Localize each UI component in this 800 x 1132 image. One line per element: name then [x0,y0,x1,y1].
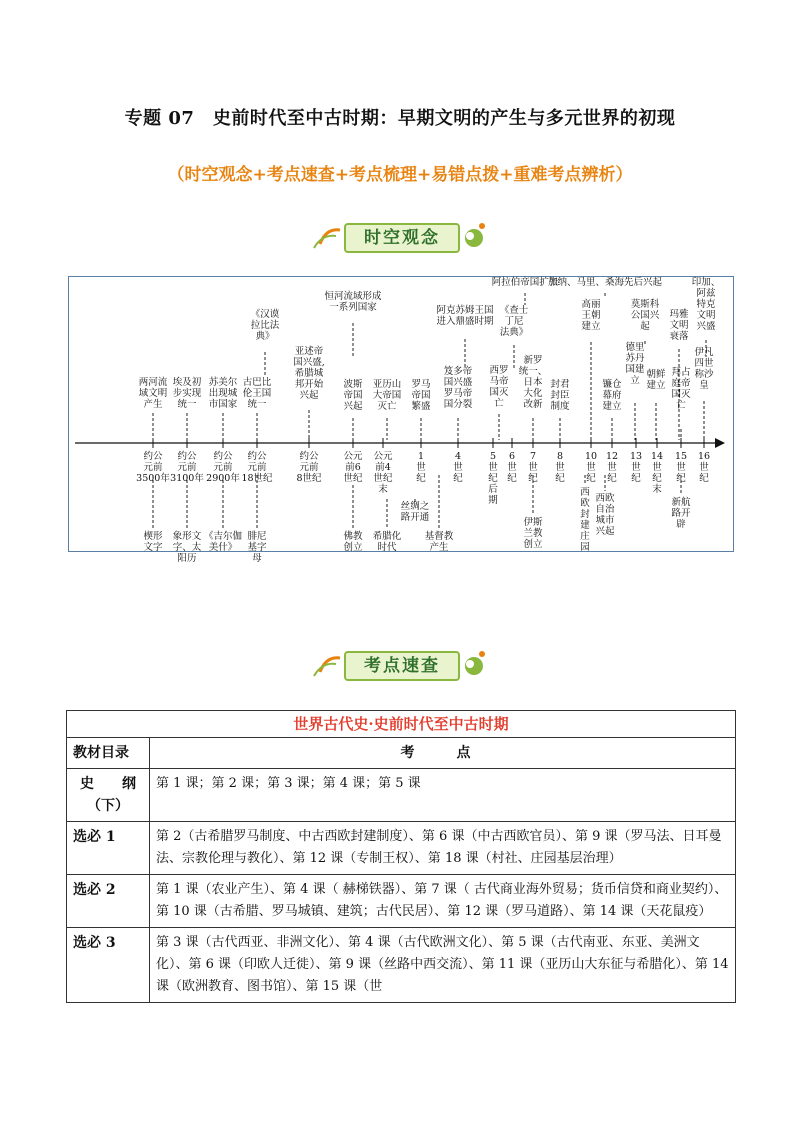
event-label: 希腊化时代 [372,531,402,553]
table-row [67,769,736,822]
timeline-chart [68,276,734,564]
tick-label: 14 世纪末 [650,451,664,495]
event-label: 《吉尔伽美什》 [203,531,243,553]
tick-label: 约公元前 18世纪 [241,451,273,484]
tick-label: 1 世纪 [416,451,426,484]
page-title: 专题 07 史前时代至中古时期：早期文明的产生与多元世界的初现 [124,108,676,129]
tick-label: 7 世纪 [528,451,538,484]
row-book: 选必 1 [67,822,150,875]
row-content: 第 1 课（农业产生）、第 4 课（ 赫梯铁器）、第 7 课（ 古代商业海外贸易；货币信贷和商业契约）、第 10 课（古希腊、罗马城镇、建筑；古代民居）、第 12 课（罗马道路）、第 14 课（天花鼠疫） [150,875,736,928]
event-label: 腓尼基字母 [247,531,267,564]
event-label: 亚述帝国兴盛,希腊城邦开始兴起 [293,346,325,401]
event-label: 阿拉伯帝国扩张 [491,277,559,288]
event-label: 恒河流域形成一系列国家 [324,291,382,313]
event-label: 罗马帝国繁盛 [411,379,431,412]
event-label: 拜占庭帝国灭亡 [671,367,691,411]
event-label: 伊凡四世称沙皇 [694,347,714,391]
tick-label: 6 世纪 [507,451,517,484]
event-label: 丝绸之路开通 [400,501,430,523]
event-label: 封君封臣制度 [550,379,570,412]
tick-label: 5 世纪后期 [488,451,498,506]
row-content: 第 3 课（古代西亚、非洲文化）、第 4 课（古代欧洲文化）、第 5 课（古代南亚、东亚、美洲文化）、第 6 课（印欧人迁徙）、第 9 课（丝路中西交流）、第 11 课（亚历山大东征与希腊化）、第 14 课（欧洲教育、图书馆）、第 15 课（世 [150,928,736,1003]
event-label: 苏美尔出现城市国家 [208,377,238,410]
event-label: 佛教创立 [343,531,363,553]
col-header-book: 教材目录 [67,738,150,769]
row-book: 选必 3 [67,928,150,1003]
tick-label: 4 世纪 [453,451,463,484]
tick-label: 约公元前 3500年 [136,451,170,484]
event-label: 西罗马帝国灭亡 [489,365,509,409]
section-label: 考点速查 [344,651,460,681]
event-label: 印加、阿兹特克文明兴盛 [691,277,721,332]
table-row [67,822,736,875]
row-content: 第 2（古希腊罗马制度、中古西欧封建制度）、第 6 课（中古西欧官员）、第 9 课（罗马法、日耳曼法、宗教伦理与教化）、第 12 课（专制王权）、第 18 课（村社、庄园基层治理） [150,822,736,875]
table-header-row [67,738,736,769]
event-label: 西欧自治城市兴起 [595,493,615,537]
event-label: 西欧封建庄园 [580,487,590,553]
section-banner-keypoints [310,646,490,682]
tick-label: 公元前4 世纪末 [373,451,393,495]
tick-label: 13 世纪 [629,451,643,484]
tick-label: 15 世纪 [674,451,688,484]
table-row [67,928,736,1003]
row-book: 选必 2 [67,875,150,928]
col-header-points: 考 点 [150,738,736,769]
event-label: 古巴比伦王国统一 [242,377,272,410]
tick-label: 16 世纪 [697,451,711,484]
tick-label: 约公元前 3100年 [170,451,204,484]
event-label: 加纳、马里、桑海先后兴起 [547,277,663,288]
event-label: 伊斯兰教创立 [523,517,543,550]
tick-label: 约公元前 8世纪 [296,451,322,484]
event-label: 朝鲜建立 [646,369,666,391]
key-points-table [66,710,736,1003]
event-label: 楔形文字 [143,531,163,553]
event-label: 象形文字、太阳历 [172,531,202,564]
event-label: 新罗统一、日本大化改新 [518,355,548,410]
section-label: 时空观念 [344,223,460,253]
event-label: 玛雅文明衰落 [669,309,689,342]
tick-label: 12 世纪 [605,451,619,484]
event-label: 笈多帝国兴盛罗马帝国分裂 [443,366,473,410]
event-label: 基督教产生 [424,531,454,553]
event-label: 《汉谟拉比法典》 [250,309,280,342]
tick-label: 公元前6 世纪 [343,451,363,484]
table-heading-row [67,711,736,738]
event-label: 阿克苏姆王国进入鼎盛时期 [436,305,494,327]
event-label: 新航路开辟 [671,497,691,530]
row-book: 史 纲（下） [67,769,150,822]
event-label: 《查士丁尼法典》 [499,305,529,338]
tick-label: 8 世纪 [555,451,565,484]
event-label: 高丽王朝建立 [581,299,601,332]
event-label: 埃及初步实现统一 [172,377,202,410]
event-label: 镰仓幕府建立 [602,379,622,412]
table-row [67,875,736,928]
event-label: 莫斯科公国兴起 [630,299,660,332]
page-subtitle: （时空观念+考点速查+考点梳理+易错点拨+重难考点辨析） [167,165,633,185]
tick-label: 约公元前 2900年 [206,451,240,484]
section-banner-spacetime [310,218,490,254]
tick-label: 10 世纪 [584,451,598,484]
event-label: 两河流域文明产生 [138,377,168,410]
axis-arrow-icon [715,438,725,448]
event-label: 波斯帝国兴起 [343,379,363,412]
event-label: 亚历山大帝国灭亡 [372,379,402,412]
event-label: 德里苏丹国建立 [625,342,645,386]
row-content: 第 1 课；第 2 课；第 3 课；第 4 课；第 5 课 [150,769,736,822]
table-heading: 世界古代史·史前时代至中古时期 [67,711,736,738]
